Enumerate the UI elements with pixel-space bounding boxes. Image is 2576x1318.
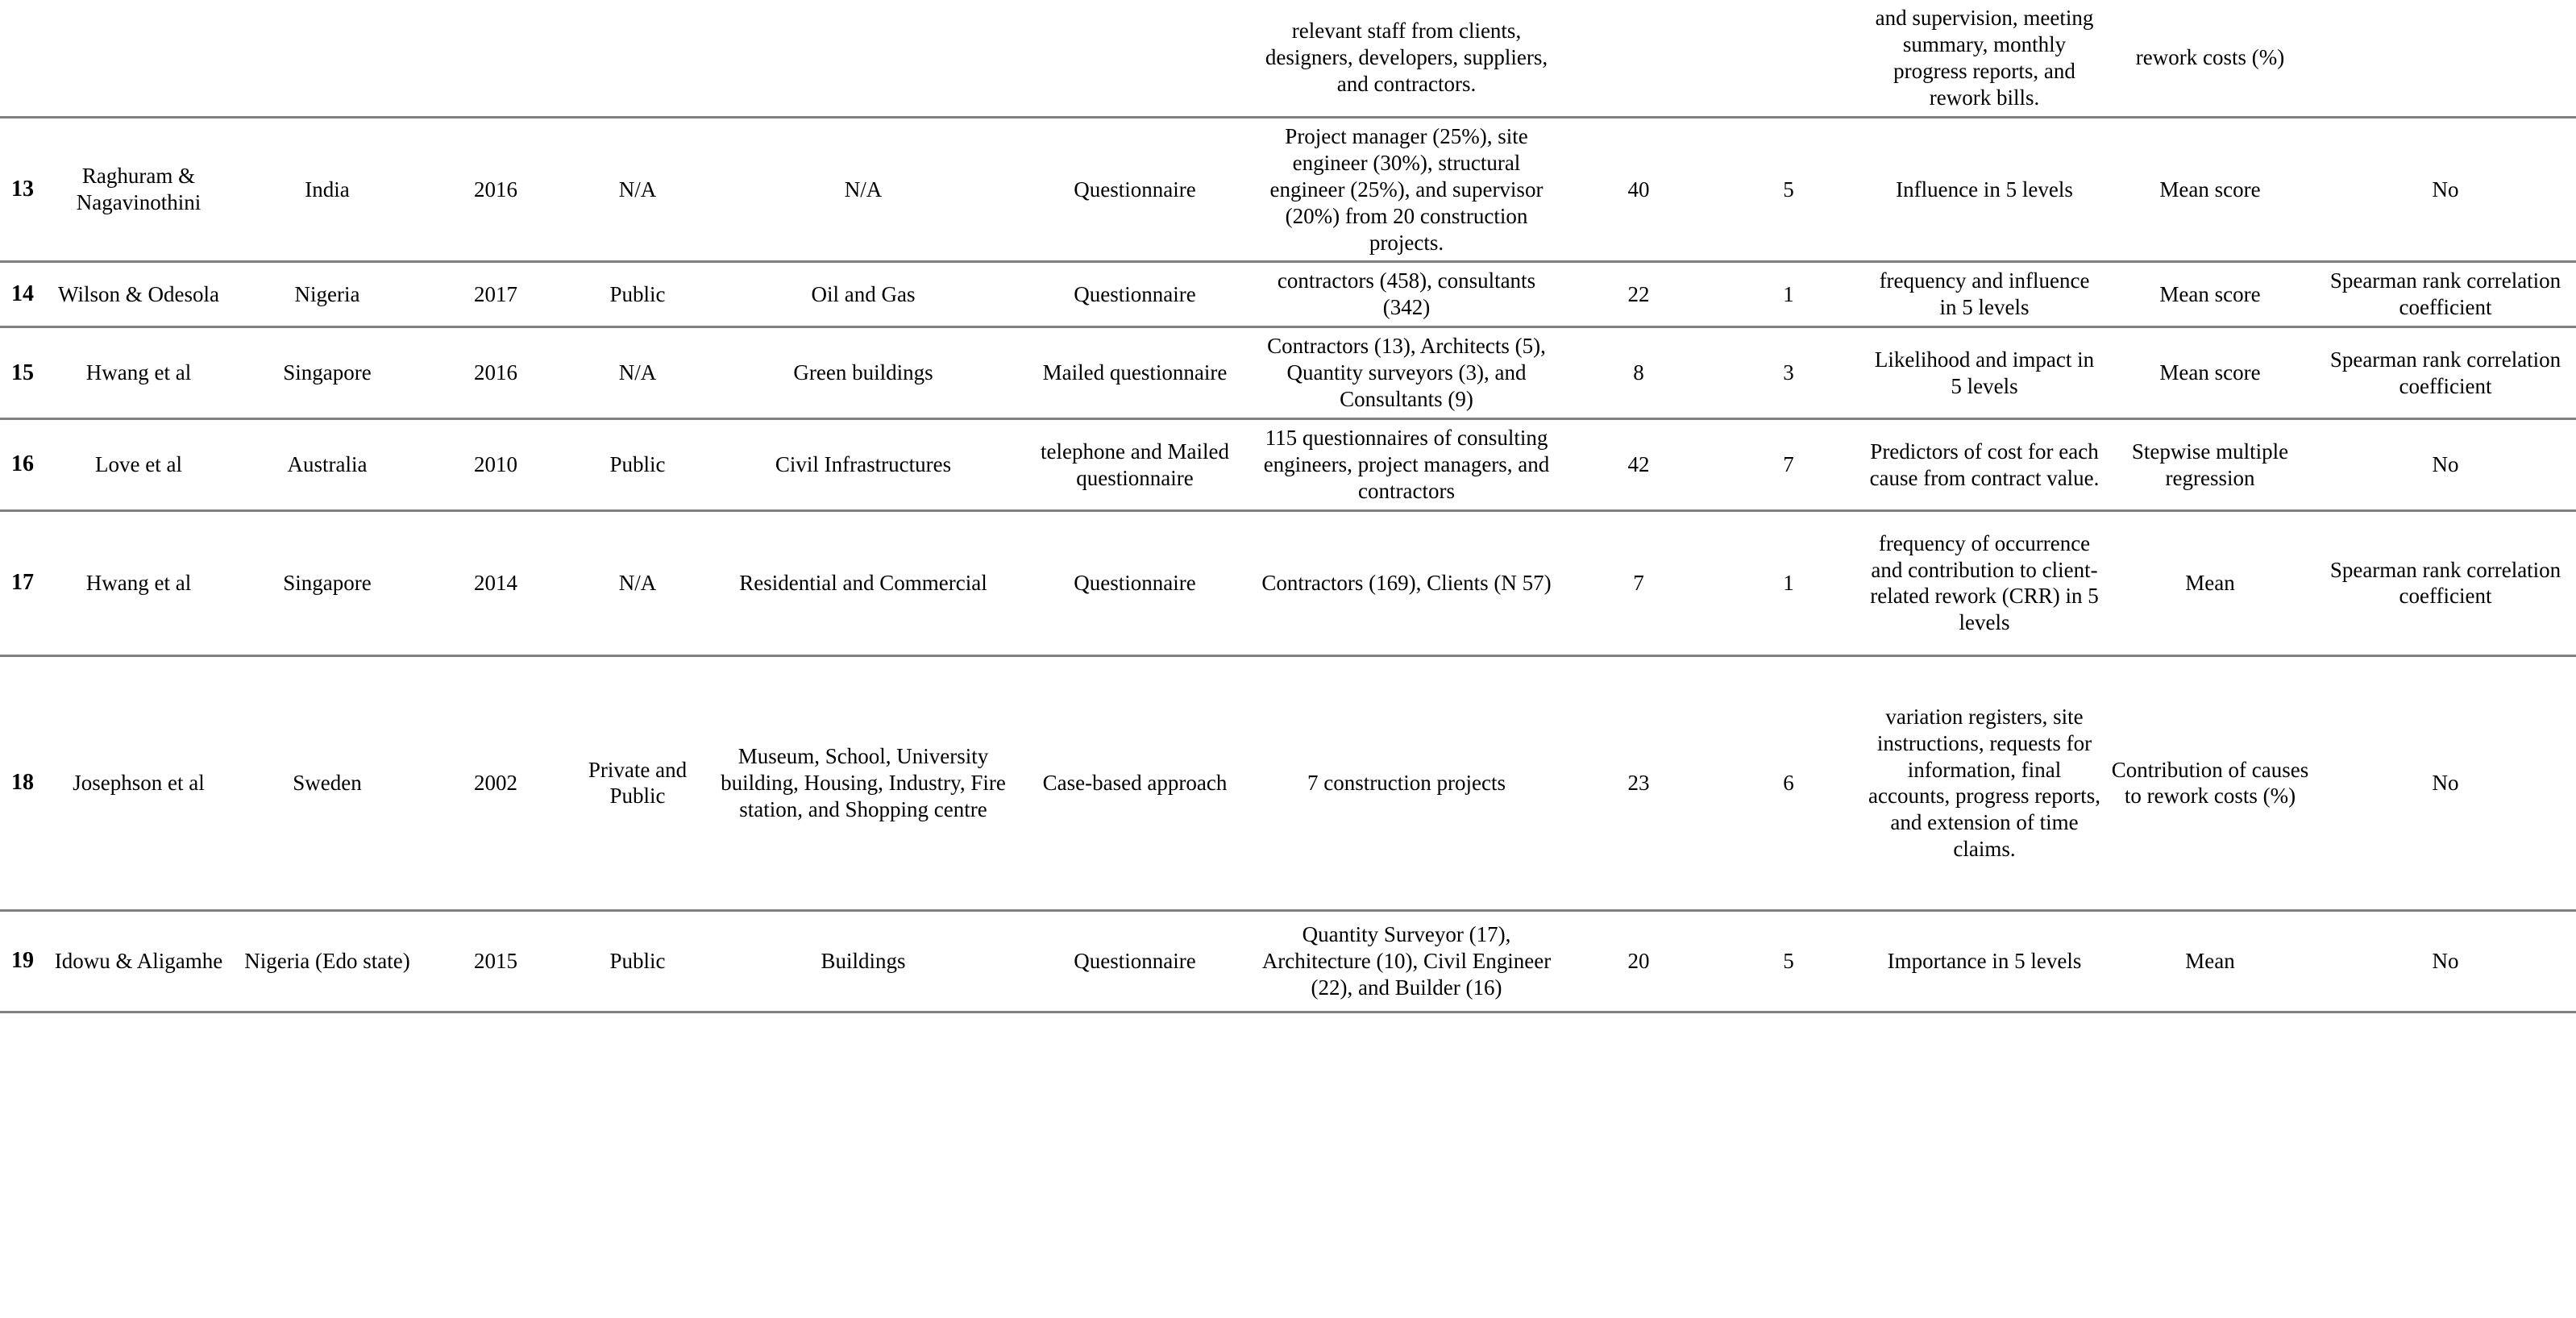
- cell-causes: 23: [1564, 655, 1714, 910]
- cell-no: 17: [0, 510, 45, 655]
- cell-project-type: Civil Infrastructures: [706, 419, 1020, 511]
- cell-sector: Public: [569, 419, 706, 511]
- cell-statistical-test: Spearman rank correlation coefficient: [2315, 327, 2576, 419]
- cell-measurement: Likelihood and impact in 5 levels: [1863, 327, 2105, 419]
- cell-country: Nigeria (Edo state): [232, 910, 422, 1012]
- cell-statistical-test: Spearman rank correlation coefficient: [2315, 262, 2576, 327]
- cell-year: 2002: [422, 655, 569, 910]
- cell-no: 19: [0, 910, 45, 1012]
- cell-factors: 6: [1714, 655, 1863, 910]
- cell-method: Mailed questionnaire: [1020, 327, 1249, 419]
- cell-analysis: Mean score: [2105, 262, 2315, 327]
- table-row-partial: [0, 0, 2576, 117]
- cell-method: telephone and Mailed questionnaire: [1020, 419, 1249, 511]
- cell-statistical-test: No: [2315, 117, 2576, 262]
- cell-factors: 1: [1714, 510, 1863, 655]
- cell-year: 2010: [422, 419, 569, 511]
- cell-sector: [569, 0, 706, 117]
- cell-year: 2017: [422, 262, 569, 327]
- cell-respondents: 115 questionnaires of consulting engineers, project managers, and contractors: [1249, 419, 1564, 511]
- cell-respondents: Contractors (169), Clients (N 57): [1249, 510, 1564, 655]
- cell-sector: Public: [569, 262, 706, 327]
- cell-causes: 40: [1564, 117, 1714, 262]
- cell-country: Australia: [232, 419, 422, 511]
- cell-statistical-test: Spearman rank correlation coefficient: [2315, 510, 2576, 655]
- cell-analysis: rework costs (%): [2135, 45, 2285, 70]
- cell-factors: 7: [1714, 419, 1863, 511]
- cell-factors: 5: [1714, 910, 1863, 1012]
- cell-causes: 7: [1564, 510, 1714, 655]
- cell-year: 2016: [422, 117, 569, 262]
- cell-author: Love et al: [45, 419, 232, 511]
- cell-causes: 42: [1564, 419, 1714, 511]
- cell-factors: 5: [1714, 117, 1863, 262]
- cell-author: Josephson et al: [45, 655, 232, 910]
- cell-no: 13: [0, 117, 45, 262]
- cell-respondents: Project manager (25%), site engineer (30%), structural engineer (25%), and supervisor (20%) from 20 construction projects.: [1249, 117, 1564, 262]
- cell-country: Sweden: [232, 655, 422, 910]
- cell-analysis: Mean score: [2105, 327, 2315, 419]
- cell-measurement: frequency of occurrence and contribution to client-related rework (CRR) in 5 levels: [1863, 510, 2105, 655]
- cell-method: [1020, 0, 1249, 117]
- cell-statistical-test: No: [2315, 655, 2576, 910]
- cell-year: 2016: [422, 327, 569, 419]
- cell-year: 2015: [422, 910, 569, 1012]
- cell-method: Questionnaire: [1020, 910, 1249, 1012]
- cell-factors: [1714, 0, 1863, 117]
- cell-project-type: [706, 0, 1020, 117]
- cell-causes: [1564, 0, 1714, 117]
- cell-year: [422, 0, 569, 117]
- table-row: [0, 655, 2576, 910]
- cell-causes: 22: [1564, 262, 1714, 327]
- cell-country: Singapore: [232, 510, 422, 655]
- cell-project-type: Oil and Gas: [706, 262, 1020, 327]
- cell-author: Hwang et al: [45, 510, 232, 655]
- table-row: [0, 262, 2576, 327]
- cell-statistical-test: [2315, 0, 2576, 117]
- table-row: [0, 510, 2576, 655]
- cell-method: Questionnaire: [1020, 262, 1249, 327]
- cell-country: Singapore: [232, 327, 422, 419]
- cell-no: 16: [0, 419, 45, 511]
- cell-country: India: [232, 117, 422, 262]
- cell-project-type: Museum, School, University building, Housing, Industry, Fire station, and Shopping centre: [706, 655, 1020, 910]
- cell-respondents: Contractors (13), Architects (5), Quantity surveyors (3), and Consultants (9): [1249, 327, 1564, 419]
- cell-method: Questionnaire: [1020, 117, 1249, 262]
- cell-respondents: relevant staff from clients, designers, developers, suppliers, and contractors.: [1265, 19, 1548, 97]
- cell-analysis: Mean: [2105, 510, 2315, 655]
- cell-method: Case-based approach: [1020, 655, 1249, 910]
- cell-sector: N/A: [569, 117, 706, 262]
- cell-project-type: Residential and Commercial: [706, 510, 1020, 655]
- cell-causes: 20: [1564, 910, 1714, 1012]
- cell-measurement: and supervision, meeting summary, monthly progress reports, and rework bills.: [1875, 6, 2094, 110]
- cell-country: [232, 0, 422, 117]
- cell-analysis: Contribution of causes to rework costs (%): [2105, 655, 2315, 910]
- cell-measurement: Predictors of cost for each cause from contract value.: [1863, 419, 2105, 511]
- cell-analysis: Mean score: [2105, 117, 2315, 262]
- cell-project-type: Green buildings: [706, 327, 1020, 419]
- cell-measurement: variation registers, site instructions, requests for information, final accounts, progress reports, and extension of time claims.: [1863, 655, 2105, 910]
- cell-analysis: Mean: [2105, 910, 2315, 1012]
- cell-statistical-test: No: [2315, 910, 2576, 1012]
- cell-respondents: 7 construction projects: [1249, 655, 1564, 910]
- cell-respondents: contractors (458), consultants (342): [1249, 262, 1564, 327]
- cell-author: Raghuram & Nagavinothini: [45, 117, 232, 262]
- cell-no: [0, 0, 45, 117]
- table-row: [0, 327, 2576, 419]
- cell-country: Nigeria: [232, 262, 422, 327]
- cell-sector: N/A: [569, 327, 706, 419]
- cell-measurement: Influence in 5 levels: [1863, 117, 2105, 262]
- cell-analysis: Stepwise multiple regression: [2105, 419, 2315, 511]
- cell-author: Idowu & Aligamhe: [45, 910, 232, 1012]
- cell-no: 18: [0, 655, 45, 910]
- cell-no: 14: [0, 262, 45, 327]
- table-row: [0, 419, 2576, 511]
- table-row: [0, 910, 2576, 1012]
- cell-causes: 8: [1564, 327, 1714, 419]
- table-row: [0, 117, 2576, 262]
- cell-sector: Private and Public: [569, 655, 706, 910]
- cell-no: 15: [0, 327, 45, 419]
- cell-author: Hwang et al: [45, 327, 232, 419]
- cell-year: 2014: [422, 510, 569, 655]
- cell-project-type: N/A: [706, 117, 1020, 262]
- cell-statistical-test: No: [2315, 419, 2576, 511]
- cell-author: Wilson & Odesola: [45, 262, 232, 327]
- cell-factors: 1: [1714, 262, 1863, 327]
- cell-project-type: Buildings: [706, 910, 1020, 1012]
- cell-method: Questionnaire: [1020, 510, 1249, 655]
- cell-sector: Public: [569, 910, 706, 1012]
- cell-respondents: Quantity Surveyor (17), Architecture (10), Civil Engineer (22), and Builder (16): [1249, 910, 1564, 1012]
- cell-author: [45, 0, 232, 117]
- cell-measurement: frequency and influence in 5 levels: [1863, 262, 2105, 327]
- cell-measurement: Importance in 5 levels: [1863, 910, 2105, 1012]
- cell-factors: 3: [1714, 327, 1863, 419]
- cell-sector: N/A: [569, 510, 706, 655]
